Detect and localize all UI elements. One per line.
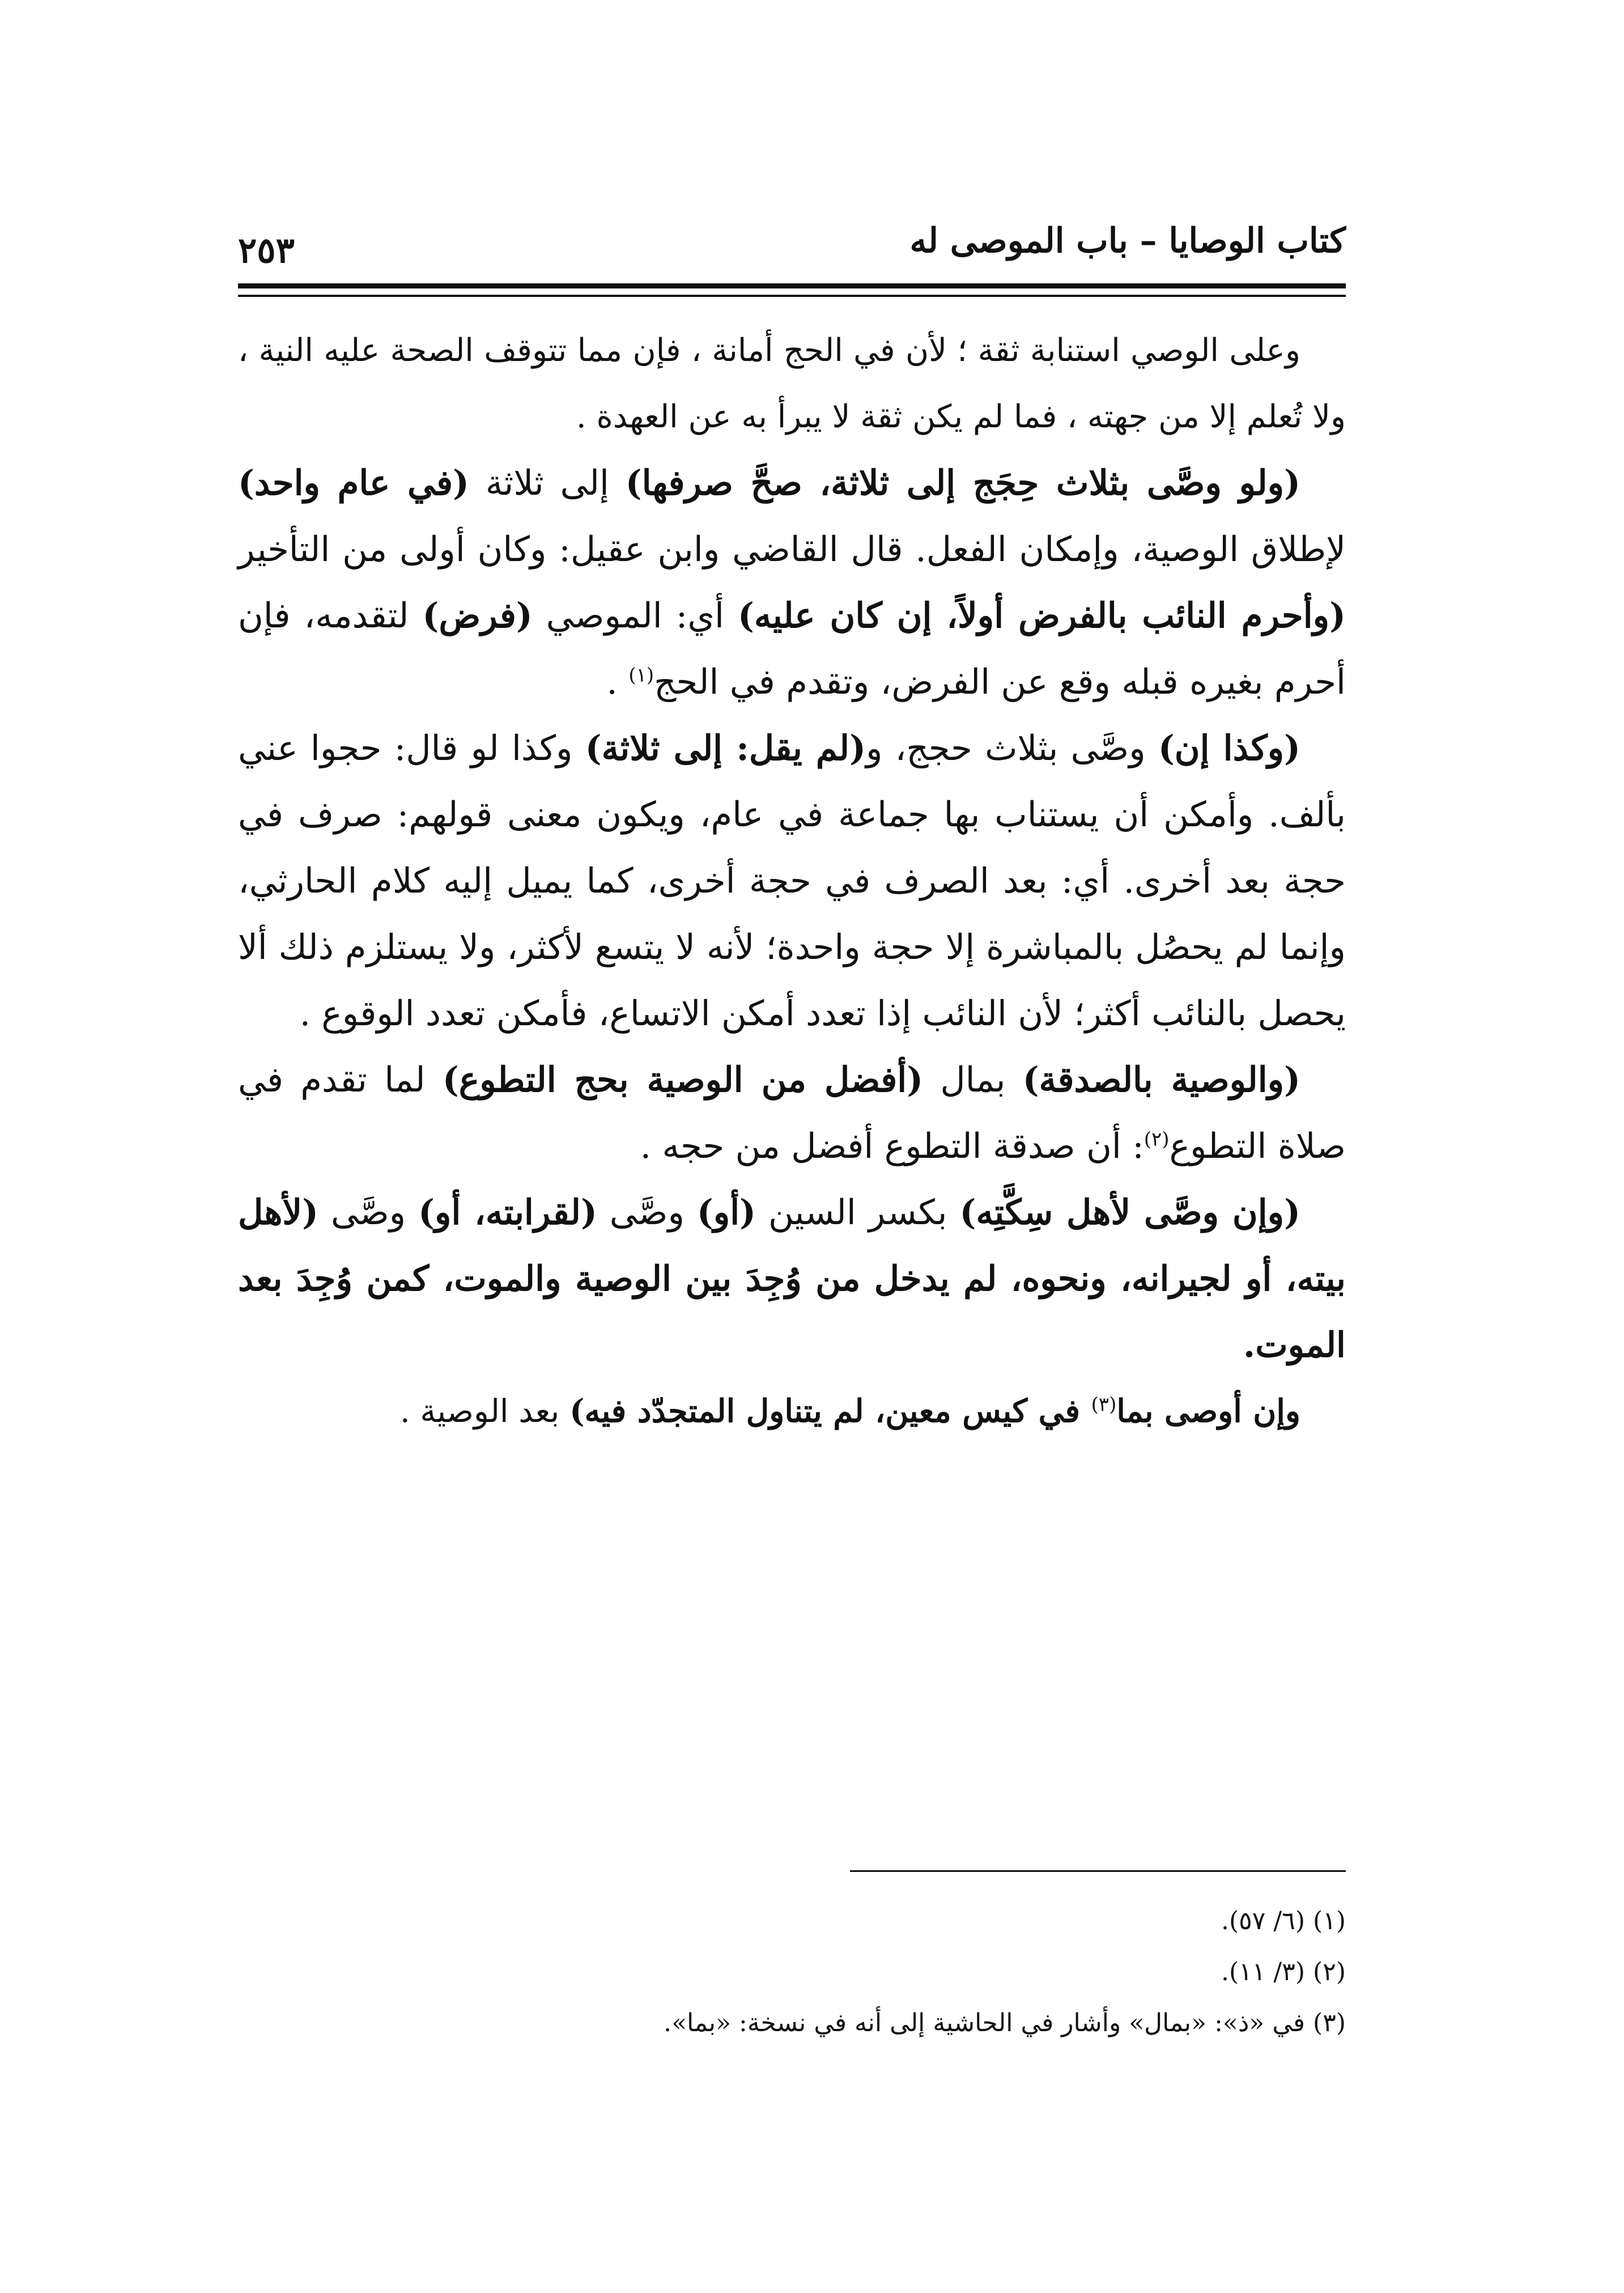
paragraph-2	[238, 450, 1346, 715]
paragraph-1	[238, 317, 1346, 450]
commentary-text: أي: الموصي	[532, 596, 738, 636]
commentary-text: لتقدمه، فإن أحرم بغيره قبله وقع عن الفرض، وتقدم في الحج	[238, 596, 1346, 702]
header-rule-thin	[238, 295, 1346, 297]
matn-text: (ولو وصَّى بثلاث حِجَج إلى ثلاثة، صحَّ صرفها)	[625, 463, 1300, 503]
commentary-text: : أن صدقة التطوع أفضل من حجه .	[640, 1126, 1144, 1166]
matn-text: (أفضل من الوصية بحج التطوع)	[442, 1060, 924, 1100]
commentary-text: .	[606, 662, 629, 702]
matn-text: (لقرابته، أو)	[418, 1192, 597, 1233]
matn-text: (لأهل بيته، أو لجيرانه، ونحوه، لم يدخل من وُجِدَ بين الوصية والموت، كمن وُجِدَ بعد الموت.	[238, 1192, 1346, 1365]
commentary-text: وصَّى بثلاث حجج، و	[865, 728, 1158, 768]
commentary-text: إلى ثلاثة	[469, 463, 626, 503]
paragraph-text: وعلى الوصي استنابة ثقة ؛ لأن في الحج أمانة ، فإن مما تتوقف الصحة عليه النية ، ولا تُعلم إلا من جهته ، فما لم يكن ثقة لا يبرأ به عن العهدة .	[238, 332, 1346, 435]
matn-text: (وإن وصَّى لأهل سِكَّتِه)	[959, 1192, 1300, 1233]
footnote-2: (٢) (٣/ ١١).	[1221, 1957, 1346, 1986]
footnote-ref-3[interactable]: (٣)	[1091, 1393, 1117, 1416]
matn-text: وإن أوصى بما	[1116, 1392, 1300, 1430]
footnotes	[238, 1896, 1346, 2049]
paragraph-6	[238, 1378, 1346, 1445]
matn-text: (في عام واحد)	[238, 463, 469, 503]
commentary-text: لما تقدم في صلاة التطوع	[238, 1060, 1346, 1166]
footnote-3: (٣) في «ذ»: «بمال» وأشار في الحاشية إلى أنه في نسخة: «بما».	[664, 2009, 1346, 2037]
matn-text: (أو)	[696, 1192, 756, 1233]
commentary-text: بعد الوصية .	[399, 1393, 570, 1430]
header-rule-thick	[238, 283, 1346, 288]
page-header	[238, 198, 1346, 283]
matn-text: (وأحرم النائب بالفرض أولاً، إن كان عليه)	[738, 596, 1346, 636]
paragraph-3	[238, 715, 1346, 1047]
commentary-text: وكذا لو قال: حجوا عني بألف. وأمكن أن يستناب بها جماعة في عام، ويكون معنى قولهم: صرف في حجة بعد أخرى. أي: بعد الصرف في حجة أخرى، كما يميل إليه كلام الحارثي، وإنما لم يحصُل بالمباشرة إلا حجة واحدة؛ لأنه لا يتسع لأكثر، ولا يستلزم ذلك ألا يحصل بالنائب أكثر؛ لأن النائب إذا تعدد أمكن الاتساع، فأمكن تعدد الوقوع .	[238, 728, 1346, 1034]
footnote-separator	[850, 1870, 1346, 1872]
commentary-text: بمال	[923, 1060, 1023, 1100]
commentary-text: لإطلاق الوصية، وإمكان الفعل. قال القاضي وابن عقيل: وكان أولى من التأخير	[238, 529, 1346, 570]
footnote-ref-1[interactable]: (١)	[628, 664, 654, 687]
paragraph-4	[238, 1047, 1346, 1179]
footnote-ref-2[interactable]: (٢)	[1143, 1128, 1170, 1151]
matn-text: (وكذا إن)	[1158, 728, 1300, 768]
footnote-1: (١) (٦/ ٥٧).	[1221, 1906, 1346, 1935]
commentary-text: وصَّى	[318, 1192, 419, 1233]
commentary-text: بكسر السين	[756, 1192, 960, 1233]
running-title: كتاب الوصايا – باب الموصى له	[909, 221, 1346, 261]
commentary-text: وصَّى	[597, 1192, 697, 1233]
matn-text: (فرض)	[422, 596, 533, 636]
matn-text: في كيس معين، لم يتناول المتجدّد فيه)	[569, 1392, 1091, 1430]
matn-text: (لم يقل: إلى ثلاثة)	[585, 728, 866, 768]
paragraph-5	[238, 1179, 1346, 1378]
page-number: ٢٥٣	[238, 230, 295, 271]
main-text	[238, 317, 1346, 1445]
matn-text: (والوصية بالصدقة)	[1022, 1060, 1300, 1100]
